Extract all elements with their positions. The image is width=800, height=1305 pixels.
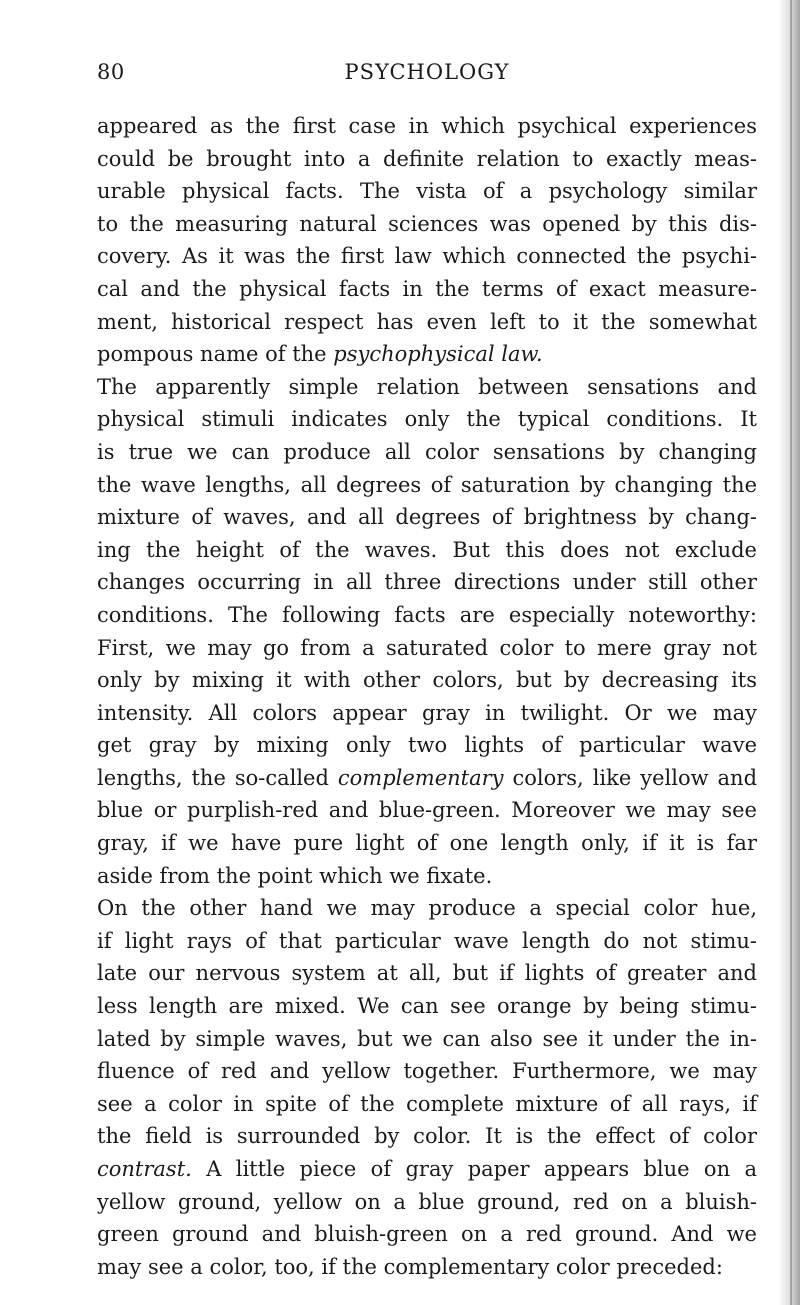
- text-line: changes occurring in all three directions under still other: [97, 570, 757, 595]
- text-line: conditions. The following facts are especially noteworthy:: [97, 602, 757, 627]
- italic-term: contrast.: [97, 1157, 192, 1181]
- text-line: could be brought into a definite relation to exactly meas-: [97, 146, 757, 171]
- body-text: [97, 110, 757, 1283]
- text-line: physical stimuli indicates only the typical conditions. It: [97, 407, 757, 432]
- text-line: gray, if we have pure light of one length only, if it is far: [97, 831, 757, 856]
- text-line: contrast. A little piece of gray paper appears blue on a: [97, 1157, 757, 1181]
- page-edge-shadow: [778, 0, 800, 1305]
- text-line: only by mixing it with other colors, but by decreasing its: [97, 668, 757, 693]
- text-line: intensity. All colors appear gray in twilight. Or we may: [97, 700, 757, 725]
- text-line: late our nervous system at all, but if lights of greater and: [97, 961, 757, 986]
- page-number: 80: [97, 60, 125, 84]
- text-line: the wave lengths, all degrees of saturation by changing the: [97, 472, 757, 497]
- text-line: The apparently simple relation between sensations and: [97, 374, 757, 399]
- text-line: see a color in spite of the complete mixture of all rays, if: [97, 1091, 757, 1116]
- text-line: ment, historical respect has even left to it the somewhat: [97, 309, 757, 334]
- text-line: get gray by mixing only two lights of particular wave: [97, 733, 757, 758]
- text-line: blue or purplish-red and blue-green. Moreover we may see: [97, 798, 757, 823]
- page-edge-line: [790, 0, 792, 1305]
- text-line: mixture of waves, and all degrees of brightness by chang-: [97, 505, 757, 530]
- italic-term: complementary: [337, 765, 504, 790]
- text-line: appeared as the first case in which psychical experiences: [97, 114, 757, 138]
- text-line: On the other hand we may produce a special color hue,: [97, 896, 757, 921]
- text-line: the field is surrounded by color. It is the effect of color: [97, 1124, 757, 1149]
- running-title: PSYCHOLOGY: [344, 60, 510, 84]
- italic-term: psychophysical law.: [333, 342, 543, 367]
- text-line: is true we can produce all color sensations by changing: [97, 439, 757, 464]
- text-line: green ground and bluish-green on a red ground. And we: [97, 1222, 757, 1247]
- text-line: ing the height of the waves. But this does not exclude: [97, 537, 757, 562]
- text-line: aside from the point which we fixate.: [97, 863, 493, 888]
- text-line: urable physical facts. The vista of a psychology similar: [97, 179, 757, 204]
- text-line: lated by simple waves, but we can also see it under the in-: [97, 1026, 757, 1051]
- text-line: First, we may go from a saturated color to mere gray not: [97, 635, 757, 660]
- text-line: if light rays of that particular wave length do not stimu-: [97, 928, 757, 953]
- text-line: lengths, the so-called complementary colors, like yellow and: [97, 765, 758, 790]
- text-line: fluence of red and yellow together. Furthermore, we may: [97, 1059, 757, 1084]
- running-head: [97, 60, 757, 90]
- text-line: less length are mixed. We can see orange by being stimu-: [97, 994, 757, 1019]
- text-line: covery. As it was the first law which connected the psychi-: [97, 244, 757, 269]
- text-line: yellow ground, yellow on a blue ground, red on a bluish-: [97, 1189, 757, 1214]
- text-line: to the measuring natural sciences was opened by this dis-: [97, 211, 757, 236]
- text-line: may see a color, too, if the complementary color preceded:: [97, 1254, 723, 1279]
- text-line: cal and the physical facts in the terms of exact measure-: [97, 276, 757, 301]
- text-line: pompous name of the psychophysical law.: [97, 342, 543, 367]
